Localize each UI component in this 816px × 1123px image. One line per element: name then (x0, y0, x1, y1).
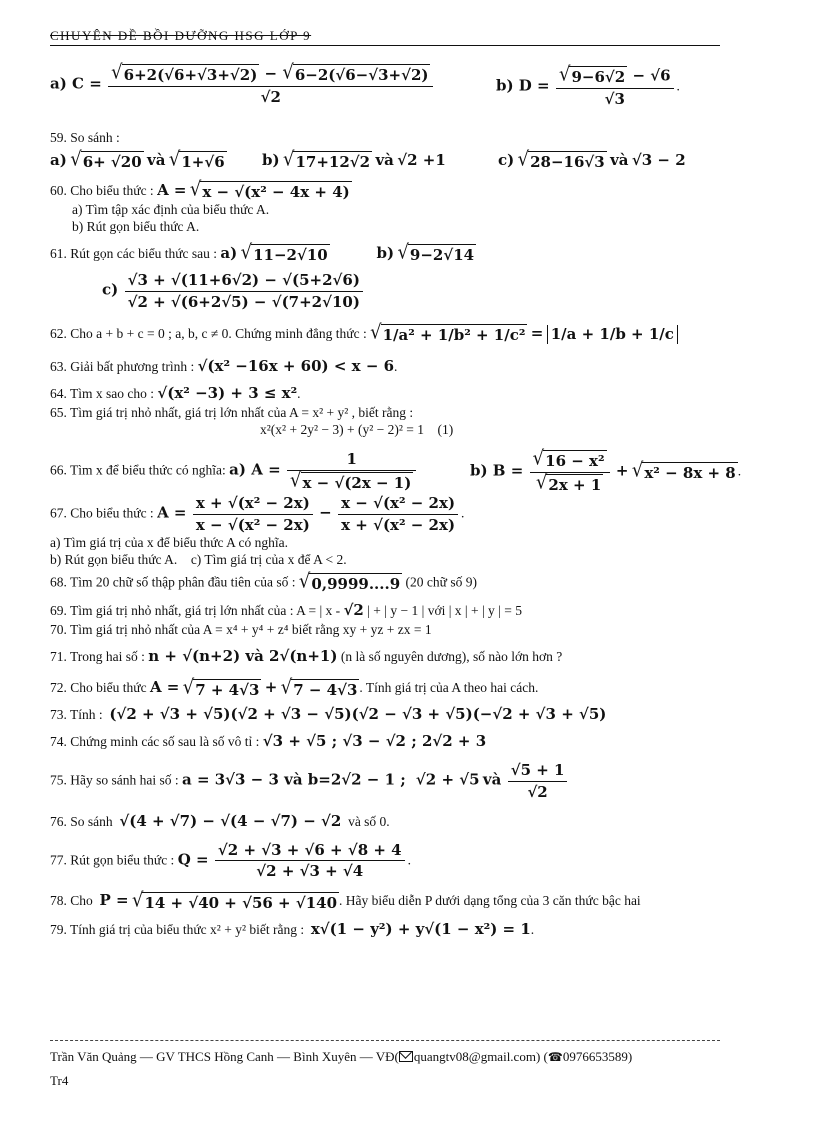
problem-66: 66. Tìm x để biểu thức có nghĩa: a) A = 1 √ x − √(2x − 1) b) B = √ 16 − x² √ 2x + 1 + √ x² − 8x + 8 . (50, 447, 742, 495)
problem-60: 60. Cho biểu thức : A = √ x − √(x² − 4x + 4) (50, 178, 350, 202)
problem-71: 71. Trong hai số : n + √(n+2) và 2√(n+1) (n là số nguyên dương), số nào lớn hơn ? (50, 647, 563, 666)
problem-77: 77. Rút gọn biểu thức : Q = $\frac{√2 + √3 + √6 + √8 + 4}{√2 + √3 + √4}$ . (50, 840, 411, 881)
telephone-icon: ☎ (547, 1050, 563, 1064)
page-number: Tr4 (50, 1073, 69, 1088)
problem-64: 64. Tìm x sao cho : √(x² −3) + 3 ≤ x². (50, 383, 301, 402)
problem-61c: c) $\frac{√3 + √(11+6√2) - √(5+2√6)}{√2 + √(6+2√5) - √(7+2√10)}$ (50, 271, 720, 312)
problem-60b: b) Rút gọn biểu thức A. (72, 219, 200, 235)
footer-author: Trần Văn Quảng — GV THCS Hồng Canh — Bình Xuyên — VĐ( (50, 1049, 399, 1064)
problem-62: 62. Cho a + b + c = 0 ; a, b, c ≠ 0. Chứng minh đẳng thức : √ 1/a² + 1/b² + 1/c² = 1/a + 1/b + 1/c (50, 324, 720, 345)
problem-72: 72. Cho biểu thức A = √ 7 + 4√3 + √ 7 − 4√3 . Tính giá trị của A theo hai cách. (50, 675, 539, 699)
problem-73: 73. Tính : (√2 + √3 + √5)(√2 + √3 − √5)(√2 − √3 + √5)(−√2 + √3 + √5) (50, 705, 607, 724)
problem-75: 75. Hãy so sánh hai số : a = 3√3 − 3 và b=2√2 − 1 ; √2 + √5 và $\frac{√5 + 1}{√2}$ (50, 761, 720, 802)
problem-59: 59. So sánh : (50, 130, 120, 145)
problem-67bc: b) Rút gọn biểu thức A. c) Tìm giá trị của x để A < 2. (50, 551, 347, 567)
problem-60a: a) Tìm tập xác định của biểu thức A. (72, 202, 270, 218)
page-content (50, 28, 742, 939)
problem-79: 79. Tính giá trị của biểu thức x² + y² biết rằng : x√(1 − y²) + y√(1 − x²) = 1. (50, 920, 535, 939)
expr-d-label: b) D = (496, 76, 550, 95)
problem-65: 65. Tìm giá trị nhỏ nhất, giá trị lớn nhất của A = x² + y² , biết rằng : (50, 404, 414, 420)
expr-d-fraction: √ 9−6√2 − √6 √3 (556, 66, 674, 109)
footer-email: quangtv08@gmail.com (413, 1049, 536, 1064)
running-header: CHUYÊN ĐỀ BỒI DƯỠNG HSG LỚP 9 (50, 28, 720, 46)
problem-67a: a) Tìm giá trị của x để biểu thức A có nghĩa. (50, 534, 289, 550)
problem-61: 61. Rút gọn các biểu thức sau : a) √ 11−2√10 b) √ 9−2√14 (50, 241, 475, 265)
problem-65-equation: x²(x² + 2y² − 3) + (y² − 2)² = 1 (1) (260, 421, 454, 437)
page-footer: Trần Văn Quảng — GV THCS Hồng Canh — Bình Xuyên — VĐ( quangtv08@gmail.com) (☎0976653589) (50, 1040, 720, 1065)
problem-74: 74. Chứng minh các số sau là số vô tỉ : √3 + √5 ; √3 − √2 ; 2√2 + 3 (50, 732, 487, 751)
problem-58: a) C = √ 6+2(√6+√3+√2) − √ 6−2(√6−√3+√2) √2 b) D = √ 9−6√2 − √6 √3 . (50, 60, 680, 108)
problem-76: 76. So sánh √(4 + √7) − √(4 − √7) − √2 và số 0. (50, 811, 390, 830)
envelope-icon (399, 1051, 413, 1062)
problem-70: 70. Tìm giá trị nhỏ nhất của A = x⁴ + y⁴ + z⁴ biết rằng xy + yz + zx = 1 (50, 622, 432, 638)
problem-69: 69. Tìm giá trị nhỏ nhất, giá trị lớn nhất của : A = | x - √2 | + | y − 1 | với | x | + | y | = 5 (50, 601, 522, 620)
problem-67: 67. Cho biểu thức : A = $\frac{\text{x + √(x² − 2x)}}{\text{x − √(x² − 2x)}}$ − $\frac{\text{x − √(x² − 2x)}}{\text{x + √(x² − 2x)}}$ . (50, 494, 465, 535)
expr-c-fraction: √ 6+2(√6+√3+√2) − √ 6−2(√6−√3+√2) √2 (108, 64, 433, 107)
problem-63: 63. Giải bất phương trình : √(x² −16x + 60) < x − 6. (50, 356, 398, 375)
expr-c-label: a) C = (50, 74, 102, 93)
problem-68: 68. Tìm 20 chữ số thập phân đầu tiên của số : √ 0,9999....9 (20 chữ số 9) (50, 569, 477, 593)
problem-59-items: a) √ 6+ √20 và √ 1+√6 b) √ 17+12√2 và √2 +1 c) √ 28−16√3 và √3 − 2 (50, 148, 686, 172)
problem-78: 78. Cho P = √ 14 + √40 + √56 + √140 . Hãy biểu diễn P dưới dạng tổng của 3 căn thức bậc hai (50, 888, 641, 912)
footer-phone: 0976653589 (562, 1049, 628, 1064)
